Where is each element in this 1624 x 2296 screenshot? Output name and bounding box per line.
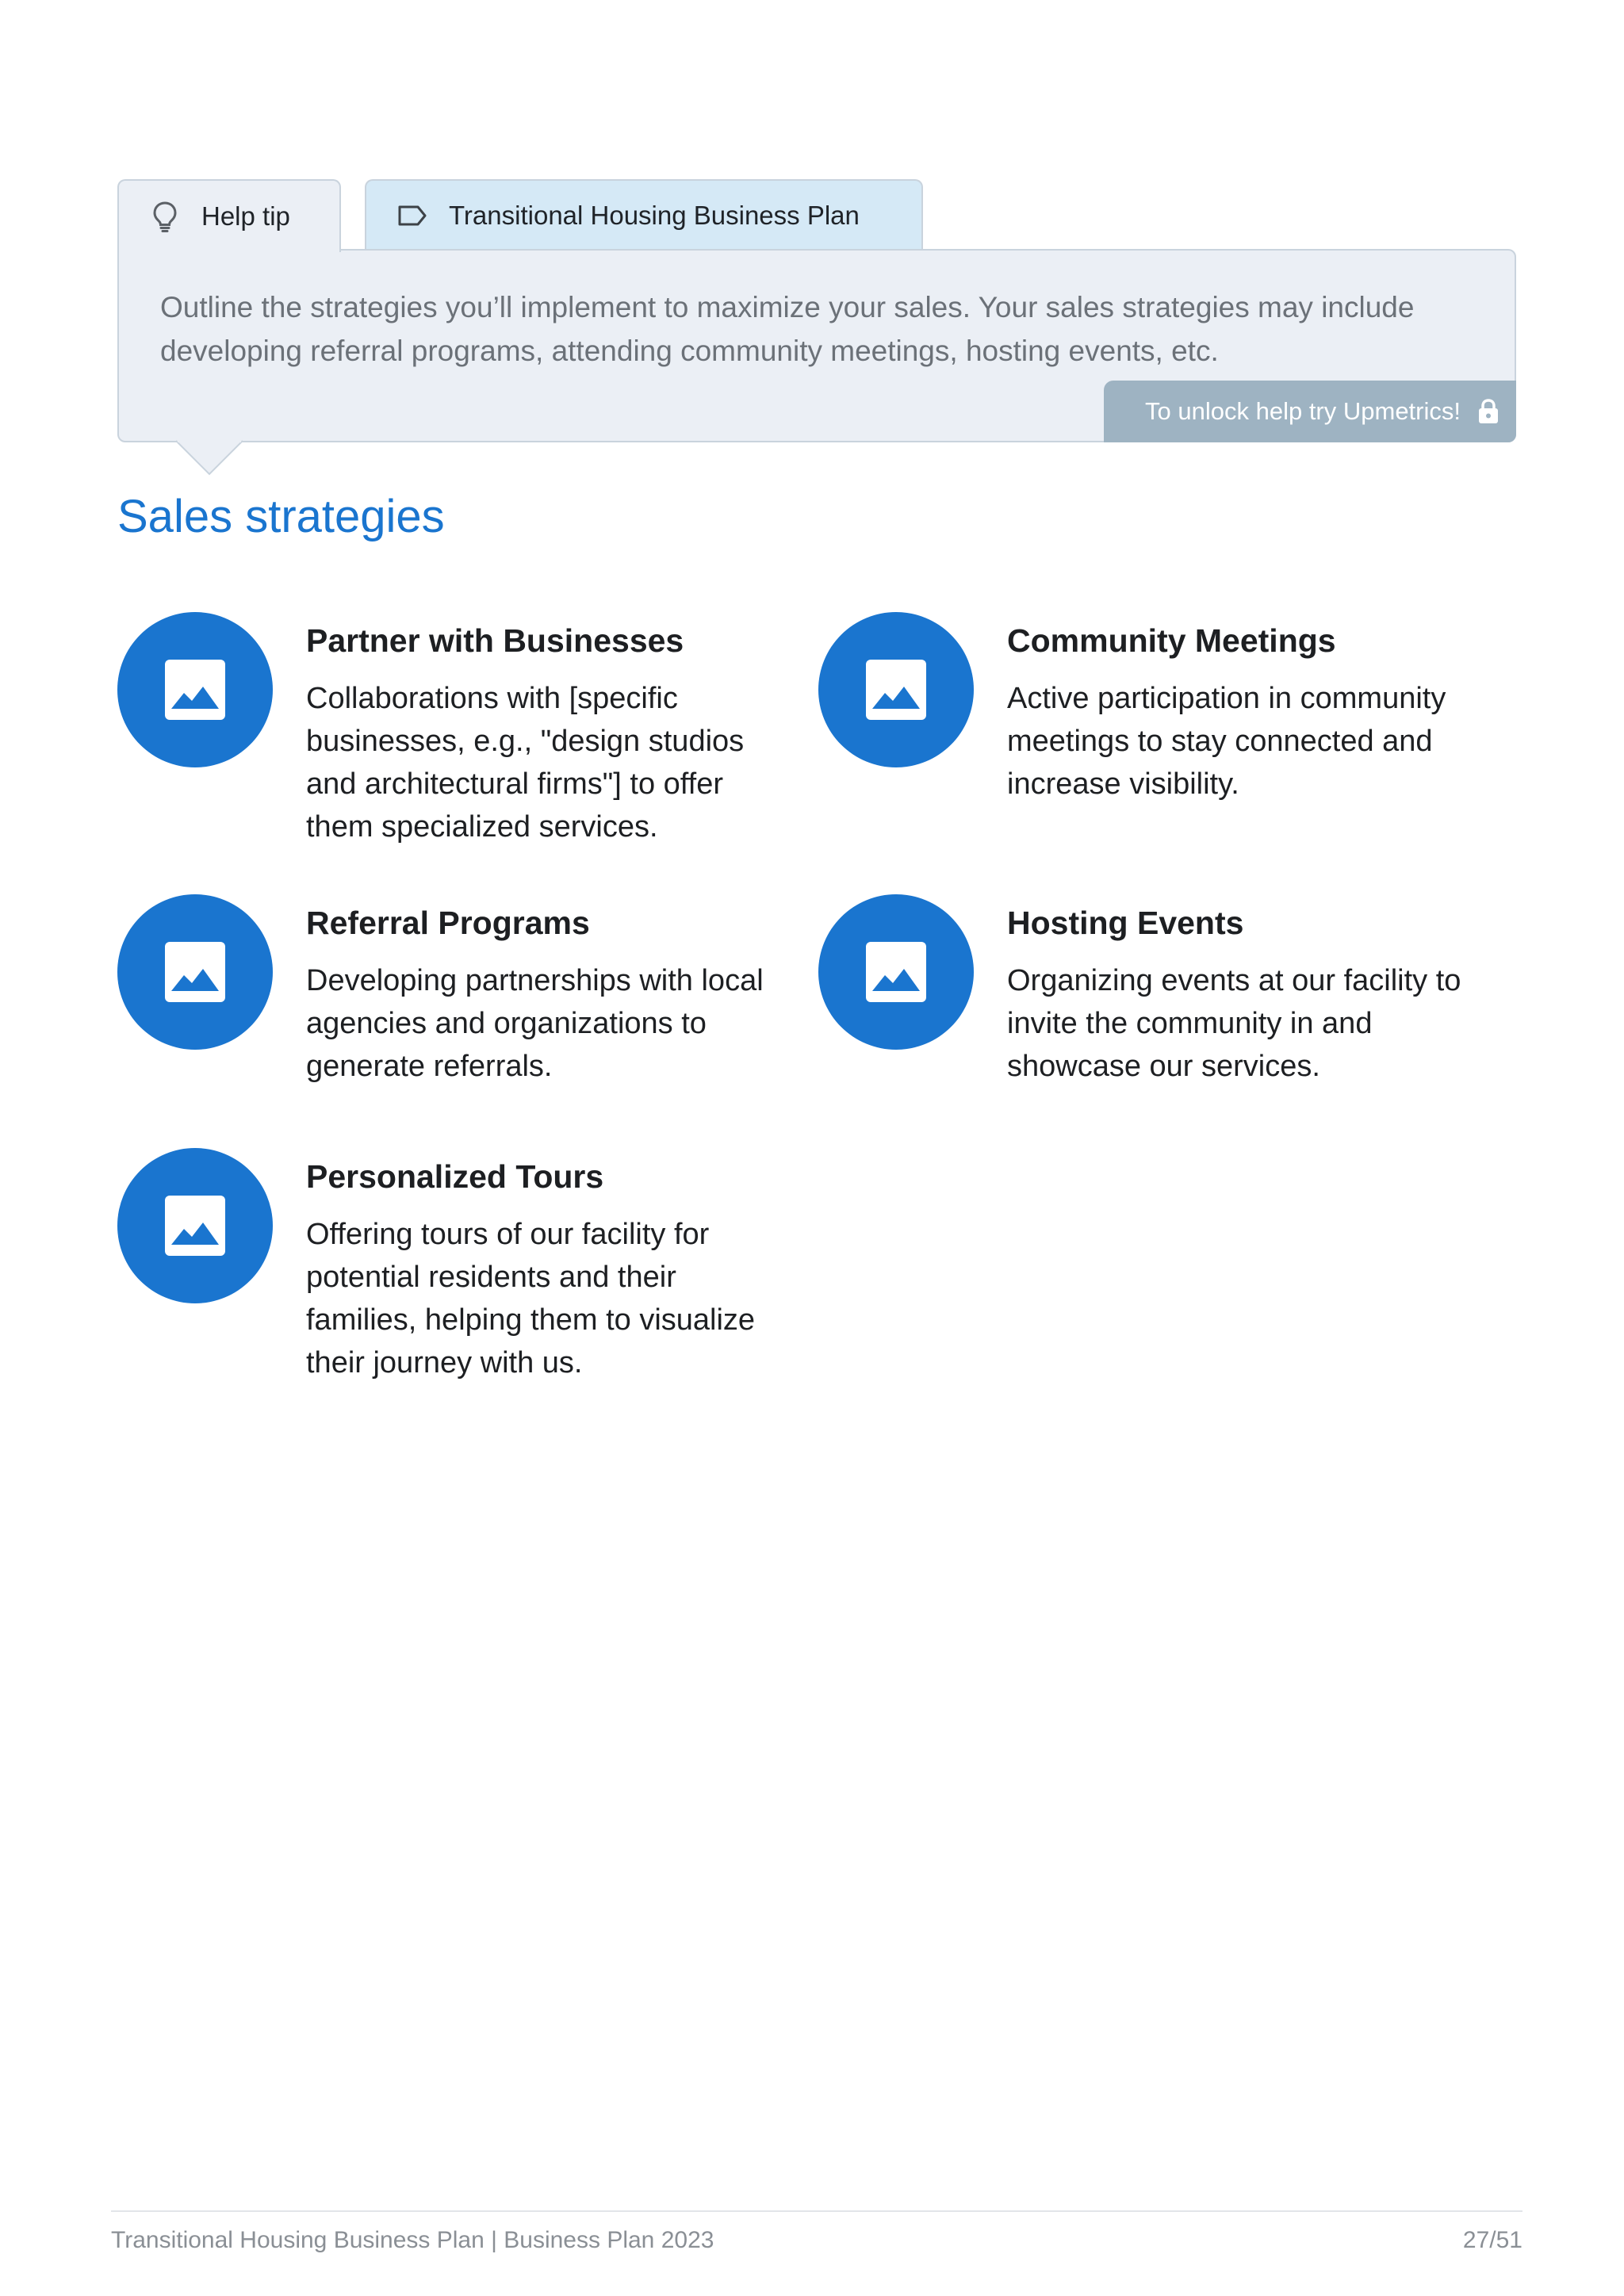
- help-tip-pointer: [176, 439, 243, 476]
- strategy-title: Referral Programs: [306, 905, 590, 941]
- image-placeholder-icon: [818, 612, 974, 767]
- strategy-description: Organizing events at our facility to invite the community in and showcase our services.: [1007, 964, 1461, 1083]
- footer-page-number: 27/51: [1462, 2227, 1522, 2253]
- help-tip-text: Outline the strategies you’ll implement to maximize your sales. Your sales strategies may include developing referral programs, attending community meetings, hosting events, etc.: [160, 291, 1415, 367]
- tag-icon: [396, 200, 428, 232]
- tab-help-tip[interactable]: [117, 179, 341, 252]
- unlock-help-button[interactable]: [1104, 381, 1516, 442]
- section-title: Sales strategies: [117, 491, 445, 542]
- image-placeholder-icon: [818, 894, 974, 1050]
- tab-plan-name[interactable]: [365, 179, 923, 251]
- strategy-description: Developing partnerships with local agencies and organizations to generate referrals.: [306, 964, 764, 1083]
- strategy-title: Hosting Events: [1007, 905, 1244, 941]
- footer-divider: [111, 2210, 1522, 2212]
- image-placeholder-icon: [117, 612, 273, 767]
- tab-plan-name-label: Transitional Housing Business Plan: [449, 201, 860, 230]
- tab-help-tip-label: Help tip: [201, 201, 290, 231]
- help-tip-panel: [117, 249, 1516, 442]
- strategy-title: Community Meetings: [1007, 622, 1336, 659]
- image-placeholder-icon: [117, 894, 273, 1050]
- strategy-description: Offering tours of our facility for potential residents and their families, helping them to visualize their journey with us.: [306, 1218, 756, 1380]
- footer-document-title: Transitional Housing Business Plan | Business Plan 2023: [111, 2227, 714, 2253]
- lightbulb-icon: [149, 201, 181, 232]
- strategy-title: Personalized Tours: [306, 1158, 604, 1195]
- strategy-description: Active participation in community meetings to stay connected and increase visibility.: [1007, 682, 1446, 801]
- strategy-description: Collaborations with [specific businesses, e.g., "design studios and architectural firms"] to offer them specialized services.: [306, 682, 745, 844]
- strategy-title: Partner with Businesses: [306, 622, 684, 659]
- lock-icon: [1477, 398, 1500, 425]
- image-placeholder-icon: [117, 1148, 273, 1303]
- unlock-help-label: To unlock help try Upmetrics!: [1145, 397, 1461, 425]
